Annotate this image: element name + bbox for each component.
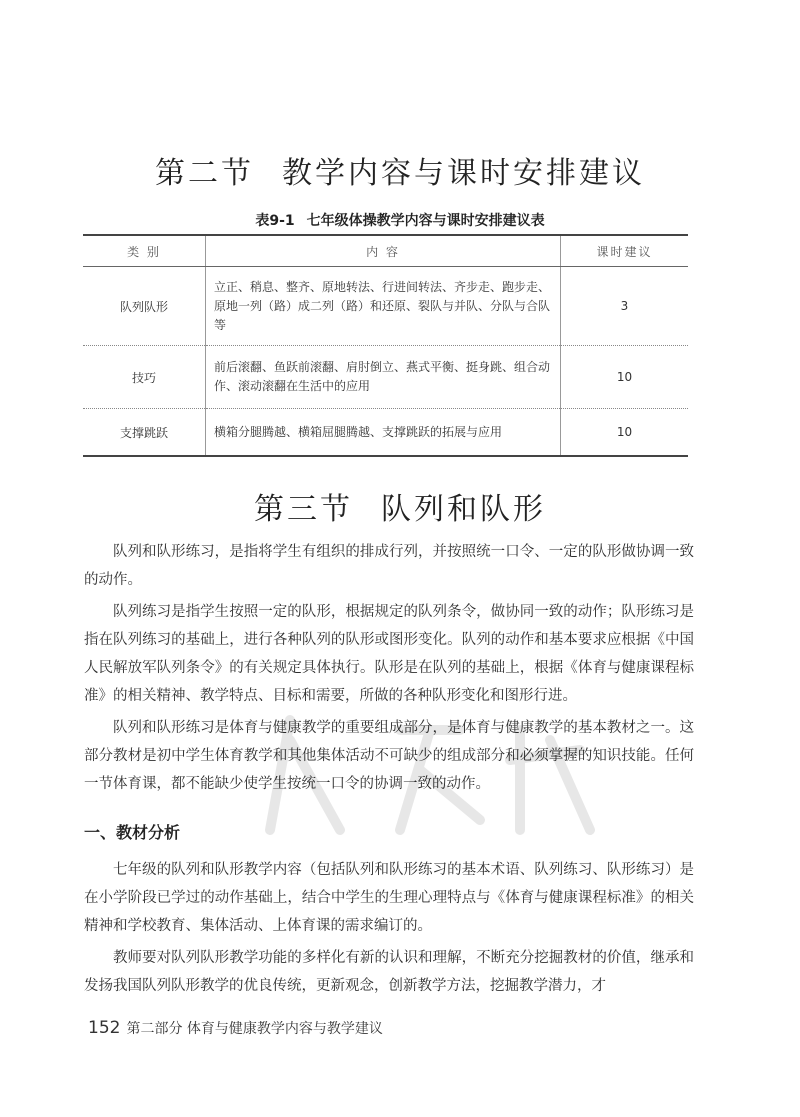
section-2-title: 教学内容与课时安排建议 (282, 156, 645, 191)
body-paragraph: 队列练习是指学生按照一定的队形，根据规定的队列条令，做协同一致的动作；队形练习是指在队列练习的基础上，进行各种队列的队形或图形变化。队列的动作和基本要求应根据《中国人民解放军队列条令》的有关规定具体执行。队形是在队列的基础上，根据《体育与健康课程标准》的相关精神、教学特点、目标和需要，所做的各种队形变化和图形行进。 (84, 604, 694, 704)
table-number: 表9-1 (255, 213, 295, 229)
table-row (83, 267, 688, 346)
page-footer (88, 1018, 383, 1038)
header-hours: 课时建议 (561, 235, 689, 267)
lesson-plan-table (83, 234, 688, 457)
section-3-body (84, 538, 694, 802)
row-content: 前后滚翻、鱼跃前滚翻、肩肘倒立、燕式平衡、挺身跳、组合动作、滚动滚翻在生活中的应用 (206, 346, 561, 409)
section-2-heading (0, 148, 800, 192)
section-3-number: 第三节 (254, 492, 353, 527)
table-row (83, 409, 688, 457)
table-caption (0, 210, 800, 230)
section-3-title: 队列和队形 (381, 492, 546, 527)
body-paragraph: 七年级的队列和队形教学内容（包括队列和队形练习的基本术语、队列练习、队形练习）是在小学阶段已学过的动作基础上，结合中学生的生理心理特点与《体育与健康课程标准》的相关精神和学校教育、集体活动、上体育课的需求编订的。 (84, 862, 694, 934)
body-paragraph: 队列和队形练习是体育与健康教学的重要组成部分，是体育与健康教学的基本教材之一。这部分教材是初中学生体育教学和其他集体活动不可缺少的组成部分和必须掌握的知识技能。任何一节体育课，都不能缺少使学生按统一口令的协调一致的动作。 (84, 720, 694, 792)
subsection-heading: 一、教材分析 (84, 823, 181, 842)
body-paragraph: 队列和队形练习，是指将学生有组织的排成行列，并按照统一口令、一定的队形做协调一致的动作。 (84, 544, 694, 588)
subsection-body (84, 856, 694, 1004)
row-category: 队列队形 (83, 267, 206, 346)
header-content: 内 容 (206, 235, 561, 267)
table-row (83, 346, 688, 409)
row-hours: 10 (561, 346, 689, 409)
section-3-heading (0, 484, 800, 528)
header-category: 类 别 (83, 235, 206, 267)
row-hours: 3 (561, 267, 689, 346)
footer-running-title: 第二部分 体育与健康教学内容与教学建议 (126, 1021, 383, 1037)
row-hours: 10 (561, 409, 689, 457)
table-header-row (83, 235, 688, 267)
row-content: 立正、稍息、整齐、原地转法、行进间转法、齐步走、跑步走、原地一列（路）成二列（路）和还原、裂队与并队、分队与合队等 (206, 267, 561, 346)
table-title: 七年级体操教学内容与课时安排建议表 (306, 213, 545, 229)
page-number: 152 (88, 1018, 121, 1038)
row-content: 横箱分腿腾越、横箱屈腿腾越、支撑跳跃的拓展与应用 (206, 409, 561, 457)
row-category: 支撑跳跃 (83, 409, 206, 457)
row-category: 技巧 (83, 346, 206, 409)
body-paragraph: 教师要对队列队形教学功能的多样化有新的认识和理解，不断充分挖掘教材的价值，继承和发扬我国队列队形教学的优良传统，更新观念，创新教学方法，挖掘教学潜力，才 (84, 950, 694, 994)
section-2-number: 第二节 (155, 156, 254, 191)
